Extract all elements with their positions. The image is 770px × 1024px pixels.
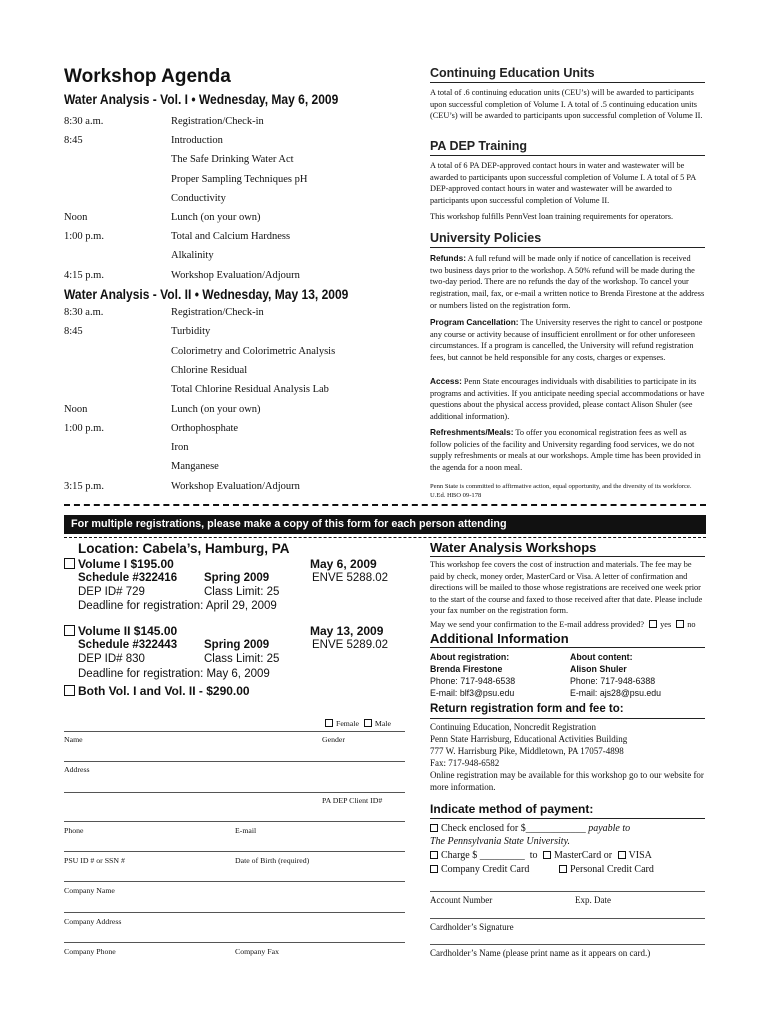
phone-label: Phone: [64, 826, 84, 835]
vol2-agenda-row-item: Iron: [171, 442, 189, 454]
vol2-agenda-row-time: 8:30 a.m.: [64, 307, 104, 318]
vol2-agenda-row-item: Lunch (on your own): [171, 403, 261, 415]
exp-date-label: Exp. Date: [575, 895, 611, 905]
vol1-checkbox[interactable]: [64, 558, 75, 569]
vol1-option[interactable]: [64, 557, 174, 571]
additional-rule: [430, 647, 705, 648]
vol2-term: Spring 2009: [204, 639, 270, 651]
name-line[interactable]: [64, 731, 405, 732]
vol2-agenda-row-time: 1:00 p.m.: [64, 422, 104, 434]
pennvest-text: This workshop fulfills PennVest loan training requirements for operators.: [430, 212, 674, 221]
name-label: Name: [64, 735, 83, 744]
dep-text: A total of 6 PA DEP-approved contact hours in water and wastewater will be awarded to participants upon successful completion of Volume I. A total of 5 PA DEP-approved contact hours in water and wastewater will be awarded to participants upon successful completion of Volume II.: [430, 161, 696, 206]
vol2-agenda-row-item: Total Chlorine Residual Analysis Lab: [171, 384, 329, 396]
vol1-agenda-heading: Water Analysis - Vol. I • Wednesday, May 6, 2009: [64, 91, 339, 107]
additional-heading: Additional Information: [430, 631, 569, 646]
return-address: [430, 721, 705, 793]
multiple-registrations-banner: For multiple registrations, please make a copy of this form for each person attending: [64, 515, 706, 534]
dep-heading: PA DEP Training: [430, 139, 528, 153]
company-name-label: Company Name: [64, 886, 115, 895]
charge-option[interactable]: [430, 850, 652, 861]
address-line[interactable]: [64, 761, 405, 762]
check-payable: payable to: [588, 823, 631, 834]
return-line-1: Continuing Education, Noncredit Registration: [430, 722, 596, 732]
both-price: Both Vol. I and Vol. II - $290.00: [78, 684, 250, 698]
vol1-schedule: Schedule #322416: [78, 572, 178, 584]
vol2-agenda-row-time: Noon: [64, 403, 88, 415]
dep-rule: [430, 155, 705, 156]
yes-checkbox[interactable]: [649, 620, 657, 628]
vol1-date: May 6, 2009: [310, 557, 377, 571]
vol1-class-limit: Class Limit: 25: [204, 586, 280, 598]
payment-heading: Indicate method of payment:: [430, 802, 594, 816]
mastercard-checkbox[interactable]: [543, 851, 551, 859]
check-prefix: Check enclosed for $: [441, 823, 526, 834]
policies-heading: University Policies: [430, 231, 542, 245]
phone-line[interactable]: [64, 821, 405, 822]
vol2-agenda-row-item: Turbidity: [171, 326, 211, 338]
return-fax: Fax: 717-948-6582: [430, 758, 500, 768]
policies-rule: [430, 247, 705, 248]
cardholder-name-line[interactable]: [430, 944, 705, 945]
charge-prefix: Charge $: [441, 850, 478, 861]
refunds-label: Refunds:: [430, 253, 466, 263]
female-label: Female: [336, 719, 359, 728]
vol1-agenda-row-time: 4:15 p.m.: [64, 269, 104, 281]
vol1-agenda-row-item: Conductivity: [171, 192, 226, 204]
vol1-agenda-row-time: 1:00 p.m.: [64, 231, 104, 243]
vol1-agenda-row-item: Workshop Evaluation/Adjourn: [171, 269, 300, 281]
company-address-label: Company Address: [64, 917, 122, 926]
vol1-agenda-row-item: Proper Sampling Techniques pH: [171, 173, 308, 185]
check-amount-blank[interactable]: ____________: [525, 823, 586, 834]
account-number-label: Account Number: [430, 895, 493, 905]
cancel-text: The University reserves the right to cancel or postpone any course or activity because of insufficient enrollment or for other unforeseen circumstances. If a program is cancelled, the University will refund registration fees, but cannot be held responsible for any costs, charges or expenses.: [430, 318, 703, 363]
or-label: or: [603, 850, 613, 861]
no-label: no: [687, 620, 696, 629]
vol1-price: Volume I $195.00: [78, 557, 174, 571]
vol2-price: Volume II $145.00: [78, 624, 178, 638]
signature-label: Cardholder’s Signature: [430, 922, 514, 932]
meals-label: Refreshments/Meals:: [430, 427, 514, 437]
return-line-2: Penn State Harrisburg, Educational Activities Building: [430, 734, 628, 744]
vol1-agenda-row-item: Lunch (on your own): [171, 212, 261, 223]
vol2-agenda-row-time: 3:15 p.m.: [64, 480, 104, 492]
visa-checkbox[interactable]: [618, 851, 626, 859]
account-number-line[interactable]: [430, 891, 705, 892]
return-rule: [430, 718, 705, 719]
mastercard-label: MasterCard: [553, 850, 602, 861]
content-contact-email[interactable]: E-mail: ajs28@psu.edu: [570, 688, 662, 698]
registration-contact-phone: Phone: 717-948-6538: [430, 676, 516, 686]
vol2-checkbox[interactable]: [64, 625, 75, 636]
content-contact-label: About content:: [570, 652, 633, 662]
cancel-label: Program Cancellation:: [430, 317, 519, 327]
male-label: Male: [374, 719, 391, 728]
access-text: Penn State encourages individuals with disabilities to participate in its programs and activities. If you anticipate needing special accommodations or have questions about the physical access provided, please contact Alison Shuler (see additional information).: [430, 377, 705, 422]
vol1-agenda-row-time: Noon: [64, 212, 88, 223]
personal-card-checkbox[interactable]: [559, 865, 567, 873]
vol2-agenda-heading: Water Analysis - Vol. II • Wednesday, May 13, 2009: [64, 286, 349, 302]
content-contact-phone: Phone: 717-948-6388: [570, 676, 656, 686]
personal-card-label: Personal Credit Card: [570, 864, 654, 875]
content-contact-name: Alison Shuler: [570, 664, 627, 674]
return-line-3: 777 W. Harrisburg Pike, Middletown, PA 17057-4898: [430, 746, 624, 756]
access-paragraph: [430, 376, 705, 423]
vol2-deadline: Deadline for registration: May 6, 2009: [78, 668, 270, 680]
vol2-date: May 13, 2009: [310, 624, 384, 638]
dep-client-label: PA DEP Client ID#: [322, 796, 383, 805]
affirmative-action-text: Penn State is committed to affirmative action, equal opportunity, and the diversity of its workforce. U.Ed. HBO 09-178: [430, 483, 692, 499]
content-contact: [570, 651, 661, 699]
signature-line[interactable]: [430, 918, 705, 919]
company-name-line[interactable]: [64, 881, 405, 882]
company-card-label: Company Credit Card: [441, 864, 530, 875]
vol1-deadline: Deadline for registration: April 29, 2009: [78, 600, 277, 612]
vol2-agenda-row-item: Chlorine Residual: [171, 364, 248, 376]
vol2-enve: ENVE 5289.02: [312, 639, 389, 651]
company-card-checkbox[interactable]: [430, 865, 438, 873]
cardholder-name-label: Cardholder’s Name (please print name as it appears on card.): [430, 948, 651, 958]
ceu-heading: Continuing Education Units: [430, 66, 595, 80]
location-heading: Location: Cabela’s, Hamburg, PA: [78, 541, 290, 556]
vol2-class-limit: Class Limit: 25: [204, 653, 280, 665]
vol1-agenda-row-time: 8:45: [64, 135, 83, 147]
vol1-enve: ENVE 5288.02: [312, 572, 389, 584]
registration-contact-email[interactable]: E-mail: blf3@psu.edu: [430, 688, 515, 698]
vol2-agenda-row-item: Colorimetry and Colorimetric Analysis: [171, 345, 336, 357]
company-card-option[interactable]: [430, 864, 529, 875]
agenda-title: Workshop Agenda: [64, 66, 231, 87]
online-registration-note: Online registration may be available for this workshop go to our website for more information.: [430, 770, 704, 792]
vol1-term: Spring 2009: [204, 572, 270, 584]
vol2-agenda-row-item: Workshop Evaluation/Adjourn: [171, 480, 300, 492]
dob-label: Date of Birth (required): [235, 856, 310, 865]
yes-label: yes: [660, 620, 672, 629]
email-question-text: May we send your confirmation to the E-mail address provided?: [430, 620, 645, 629]
psu-id-line[interactable]: [64, 851, 405, 852]
cut-line-bottom: [64, 537, 706, 538]
email-label: E-mail: [235, 826, 257, 835]
vol1-agenda-row-item: Registration/Check-in: [171, 116, 264, 127]
meals-text: To offer you economical registration fees as well as follow policies of the facility and University regarding food services, we do not supply refreshments or meals at our workshops. Ample time has been provided in the agenda for a noon meal.: [430, 428, 701, 473]
check-checkbox[interactable]: [430, 824, 438, 832]
gender-options: [322, 719, 391, 728]
meals-paragraph: [430, 427, 705, 474]
vol2-schedule: Schedule #322443: [78, 639, 178, 651]
personal-card-option[interactable]: [556, 864, 654, 875]
vol1-agenda-row-item: Total and Calcium Hardness: [171, 231, 291, 243]
workshops-text: This workshop fee covers the cost of instruction and materials. The fee may be paid by check, money order, MasterCard or Visa. A letter of confirmation and directions will be mailed to those whose registrations are received one week prior to the start of the course and faxed to those received after that date. Please include your fax number on the registration form.: [430, 560, 703, 616]
vol2-agenda-row-time: 8:45: [64, 326, 83, 338]
return-heading: Return registration form and fee to:: [430, 703, 624, 715]
psu-id-label: PSU ID # or SSN #: [64, 856, 125, 865]
company-phone-line[interactable]: [64, 942, 405, 943]
cancel-paragraph: [430, 317, 705, 364]
vol2-dep-id: DEP ID# 830: [78, 653, 145, 665]
check-option[interactable]: [430, 823, 630, 834]
female-checkbox[interactable]: [325, 719, 333, 727]
vol1-agenda-row-item: Alkalinity: [171, 250, 214, 262]
company-fax-label: Company Fax: [235, 947, 279, 956]
email-confirmation-question: [430, 619, 705, 631]
registration-contact-name: Brenda Firestone: [430, 664, 503, 674]
charge-to: to: [529, 850, 538, 861]
vol2-option[interactable]: [64, 624, 177, 638]
vol1-agenda-row-time: 8:30 a.m.: [64, 116, 104, 127]
both-option[interactable]: [64, 684, 250, 698]
company-phone-label: Company Phone: [64, 947, 116, 956]
access-label: Access:: [430, 376, 462, 386]
no-checkbox[interactable]: [676, 620, 684, 628]
ceu-rule: [430, 82, 705, 83]
refunds-paragraph: [430, 253, 705, 312]
vol1-dep-id: DEP ID# 729: [78, 586, 145, 598]
registration-contact: [430, 651, 515, 699]
workshops-heading: Water Analysis Workshops: [430, 540, 597, 555]
vol1-agenda-row-item: The Safe Drinking Water Act: [171, 154, 294, 166]
address-line-2[interactable]: [64, 792, 405, 793]
address-label: Address: [64, 765, 90, 774]
payment-rule: [430, 818, 705, 819]
gender-label: Gender: [322, 735, 345, 744]
vol2-agenda-row-item: Registration/Check-in: [171, 307, 264, 318]
check-payee: The Pennsylvania State University.: [430, 836, 570, 847]
ceu-text: A total of .6 continuing education units (CEU’s) will be awarded to participants upon successful completion of Volume I. A total of .5 continuing education units (CEU’s) will be awarded to participants upon successful completion of Volume II.: [430, 88, 703, 121]
vol1-agenda-row-item: Introduction: [171, 135, 223, 147]
cut-line-top: [64, 504, 706, 506]
company-address-line[interactable]: [64, 912, 405, 913]
vol2-agenda-row-item: Manganese: [171, 461, 219, 473]
refunds-text: A full refund will be made only if notice of cancellation is received two business days prior to the workshop. A 50% refund will be made during the two-day period. There are no refunds the day of the workshop. To cancel your registration, mail, fax, or e-mail a written notice to Brenda Firestone at the address or numbers listed on the registration form.: [430, 254, 705, 310]
charge-amount-blank[interactable]: _________: [479, 850, 525, 861]
charge-checkbox[interactable]: [430, 851, 438, 859]
vol2-agenda-row-item: Orthophosphate: [171, 422, 239, 434]
male-checkbox[interactable]: [364, 719, 372, 727]
registration-contact-label: About registration:: [430, 652, 510, 662]
both-checkbox[interactable]: [64, 685, 75, 696]
visa-label: VISA: [628, 850, 652, 861]
workshops-rule: [430, 556, 705, 557]
